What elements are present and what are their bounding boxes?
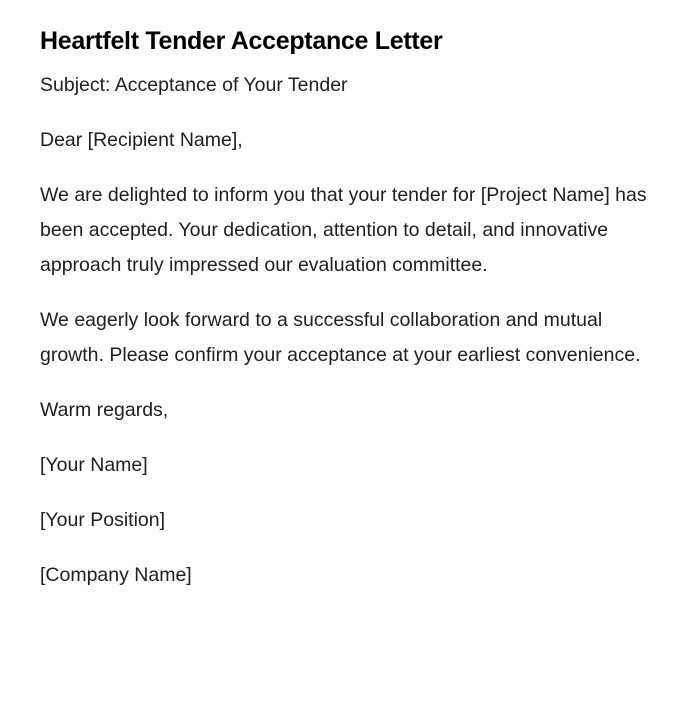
letter-body-paragraph-1: We are delighted to inform you that your tender for [Project Name] has been accepted. Your dedication, attention to detail, and innovative approach truly impressed our evaluation committee. [40,184,647,276]
signature-company: [Company Name] [40,564,192,586]
letter-title: Heartfelt Tender Acceptance Letter [40,27,443,55]
letter-salutation: Dear [Recipient Name], [40,129,243,151]
letter-closing: Warm regards, [40,399,169,421]
letter-body-paragraph-2: We eagerly look forward to a successful collaboration and mutual growth. Please confirm your acceptance at your earliest convenience. [40,309,641,366]
signature-position: [Your Position] [40,509,166,531]
letter-subject: Subject: Acceptance of Your Tender [40,74,348,96]
signature-name: [Your Name] [40,454,148,476]
